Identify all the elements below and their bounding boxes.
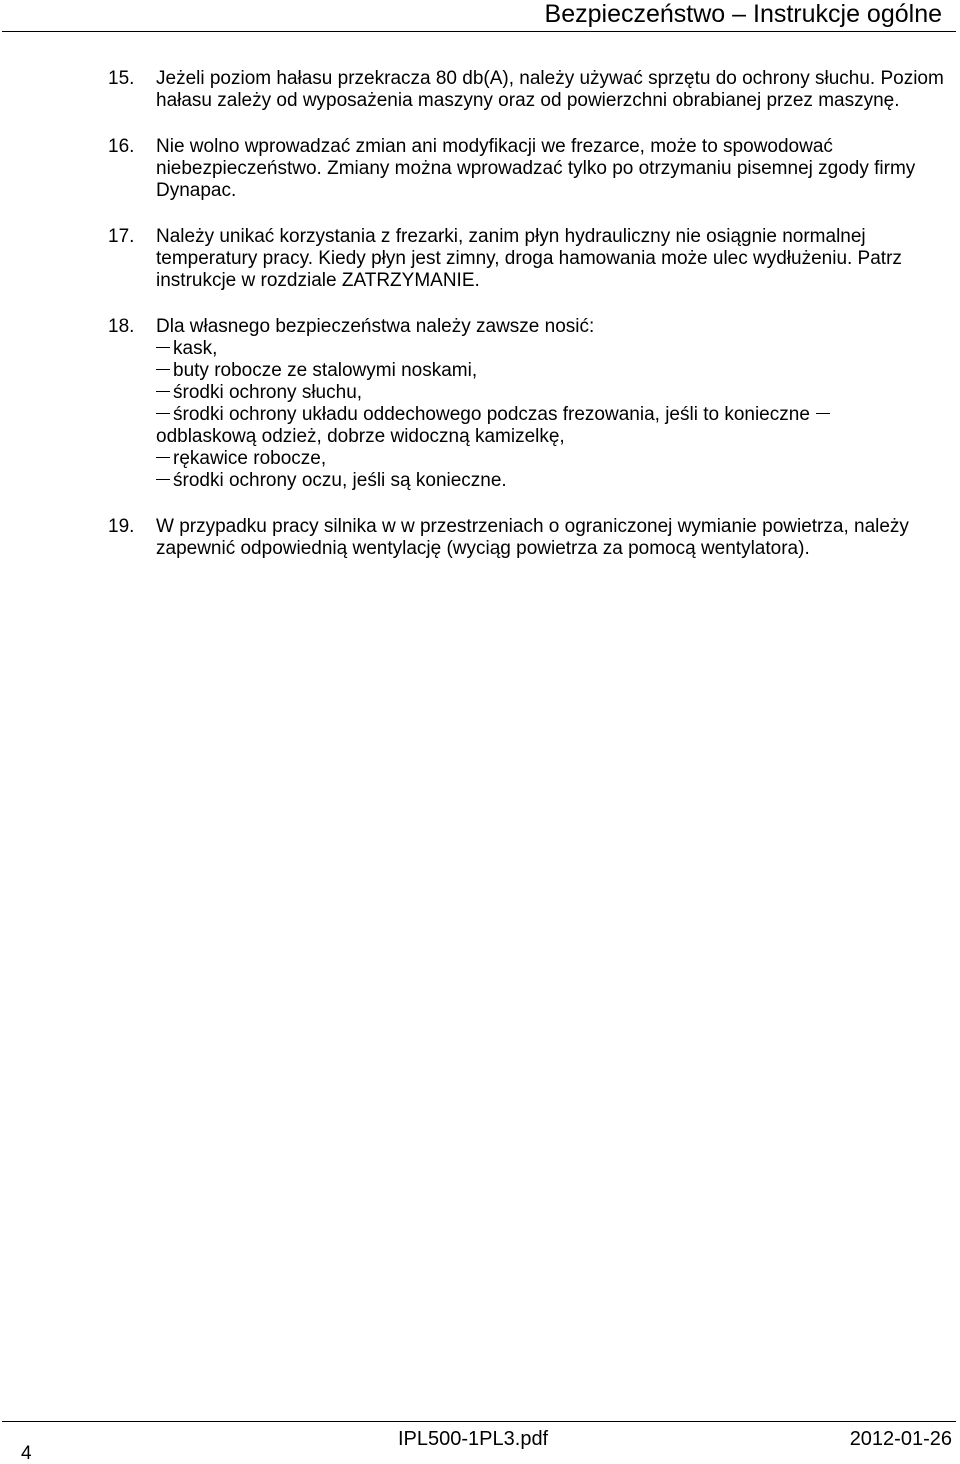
item-number: 16. (108, 136, 135, 157)
list-item: środki ochrony układu oddechowego podczas frezowania, jeśli to konieczne (156, 404, 958, 426)
item-text: Dla własnego bezpieczeństwa należy zawsze nosić: (156, 316, 595, 337)
instruction-item-16 (108, 136, 958, 202)
instruction-item-19 (108, 516, 958, 560)
footer-filename: IPL500-1PL3.pdf (398, 1428, 549, 1450)
dash-bullet-icon (156, 479, 170, 480)
dash-bullet-icon (156, 457, 170, 458)
list-item: środki ochrony słuchu, (156, 382, 958, 404)
instructions-list (108, 68, 958, 584)
list-item: kask, (156, 338, 958, 360)
dash-bullet-icon (156, 369, 170, 370)
item-number: 18. (108, 316, 135, 337)
item-text: W przypadku pracy silnika w w przestrzeniach o ograniczonej wymianie powietrza, należy zapewnić odpowiednią wentylację (wyciąg powietrza za pomocą wentylatora). (156, 516, 909, 559)
item-text: Jeżeli poziom hałasu przekracza 80 db(A), należy używać sprzętu do ochrony słuchu. Poziom hałasu zależy od wyposażenia maszyny oraz od powierzchni obrabianej przez maszynę. (156, 68, 944, 111)
dash-bullet-icon (156, 413, 170, 414)
item-number: 19. (108, 516, 135, 537)
list-item: odblaskową odzież, dobrze widoczną kamizelkę, (156, 426, 565, 447)
list-item: buty robocze ze stalowymi noskami, (156, 360, 958, 382)
footer-date: 2012-01-26 (849, 1428, 952, 1450)
item-text: Nie wolno wprowadzać zmian ani modyfikacji we frezarce, może to spowodować niebezpieczeństwo. Zmiany można wprowadzać tylko po otrzymaniu pisemnej zgody firmy Dynapac. (156, 136, 916, 201)
instruction-item-17 (108, 226, 958, 292)
instruction-item-18 (108, 316, 958, 492)
item-number: 17. (108, 226, 135, 247)
dash-bullet-icon (156, 391, 170, 392)
footer-divider (2, 1421, 956, 1422)
page-number: 4 (21, 1443, 32, 1464)
item-number: 15. (108, 68, 135, 89)
list-item: rękawice robocze, (156, 448, 958, 470)
dash-bullet-icon (816, 413, 830, 414)
dash-bullet-icon (156, 347, 170, 348)
header-divider (2, 31, 956, 32)
instruction-item-15 (108, 68, 958, 112)
list-item: środki ochrony oczu, jeśli są konieczne. (156, 470, 958, 492)
item-text: Należy unikać korzystania z frezarki, zanim płyn hydrauliczny nie osiągnie normalnej temperatury pracy. Kiedy płyn jest zimny, droga hamowania może ulec wydłużeniu. Patrz instrukcje w rozdziale ZATRZYMANIE. (156, 226, 902, 291)
page-header-title: Bezpieczeństwo – Instrukcje ogólne (544, 0, 942, 28)
